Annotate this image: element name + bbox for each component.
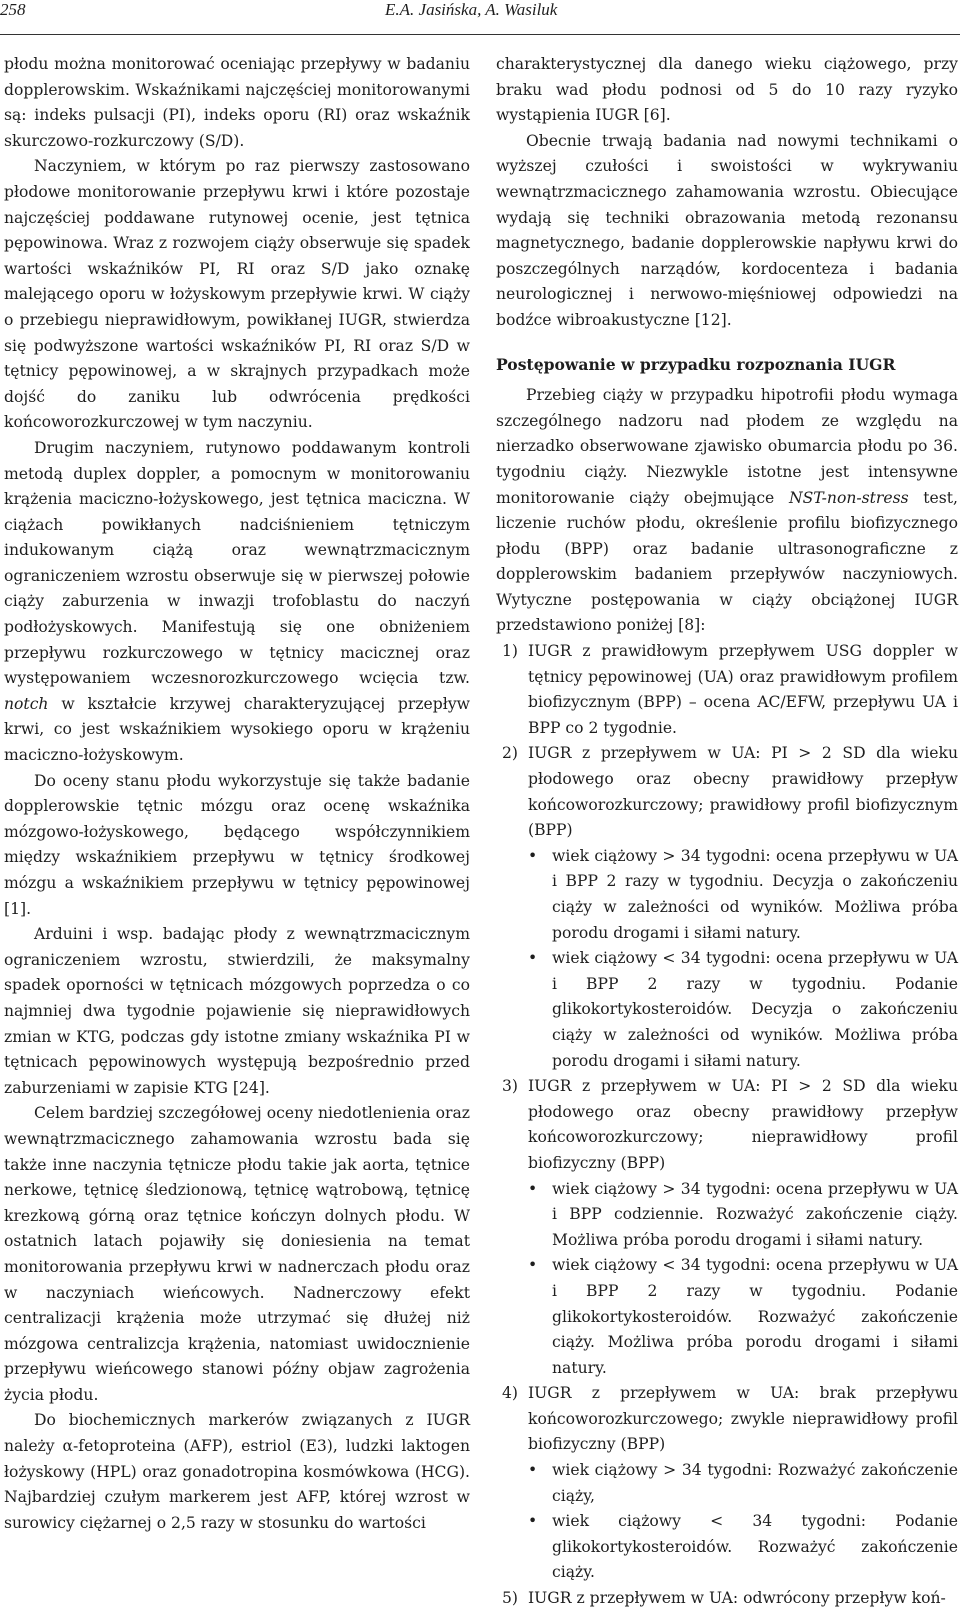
list-item-text: IUGR z przepływem w UA: PI > 2 SD dla wieku płodowego oraz obecny prawidłowy przepływ końcoworozkurczowy; prawidłowy profil biofizycznym (BPP) (528, 744, 958, 840)
list-number: 3) (502, 1077, 519, 1096)
page-number: 258 (0, 0, 26, 19)
header-rule (0, 34, 960, 35)
sub-list-text: wiek ciążowy < 34 tygodni: Podanie glikokortykosteroidów. Rozważyć zakończenie ciąży. (552, 1512, 958, 1582)
sub-list-item (496, 1509, 958, 1586)
running-head: E.A. Jasińska, A. Wasiluk (385, 0, 558, 19)
sub-list-item (496, 1177, 958, 1254)
paragraph: Do oceny stanu płodu wykorzystuje się także badanie dopplerowskie tętnic mózgu oraz ocenę wskaźnika mózgowo-łożyskowego, będącego współczynnikiem między wskaźnikiem przepływu w tętnicy środkowej mózgu a wskaźnikiem przepływu w tętnicy pępowinowej [1]. (4, 771, 470, 918)
guideline-list (496, 639, 958, 1612)
italic-term: NST-non-stress (788, 488, 909, 507)
list-item-text: IUGR z prawidłowym przepływem USG doppler w tętnicy pępowinowej (UA) oraz prawidłowym profilem biofizycznym (BPP) – ocena AC/EFW, przepływu UA i BPP co 2 tygodnie. (528, 642, 958, 737)
text-run: Drugim naczyniem, rutynowo poddawanym kontroli metodą duplex doppler, a pomocnym w monitorowaniu krążenia maciczno-łożyskowego, jest tętnica maciczna. W ciążach powikłanych nadciśnieniem tętniczym indukowanym ciążą oraz wewnątrzmacicznym ograniczeniem wzrostu obserwuje się w pierwszej połowie ciąży zaburzenia w inwazji trofoblastu do naczyń podłożyskowych. Manifestują się one obniżeniem przepływu rozkurczowego w tętnicy macicznej oraz występowaniem wczesnorozkurczowego wcięcia tzw. (4, 438, 470, 688)
list-number: 1) (502, 642, 519, 661)
paragraph: Naczyniem, w którym po raz pierwszy zastosowano płodowe monitorowanie przepływu krwi i które pozostaje najczęściej poddawane rutynowej ocenie, jest tętnica pępowinowa. Wraz z rozwojem ciąży obserwuje się spadek wartości wskaźników PI, RI oraz S/D jako oznakę malejącego oporu w łożyskowym przepływie krwi. W ciąży o przebiegu nieprawidłowym, powikłanej IUGR, stwierdza się podwyższone wartości wskaźników PI, RI oraz S/D w tętnicy pępowinowej, a w skrajnych przypadkach może dojść do zaniku lub odwrócenia prędkości końcoworozkurczowej w tym naczyniu. (4, 157, 470, 432)
paragraph (496, 383, 958, 639)
paragraph (4, 436, 470, 769)
paragraph: charakterystycznej dla danego wieku ciążowego, przy braku wad płodu podnosi od 5 do 10 razy ryzyko wystąpienia IUGR [6]. (496, 55, 958, 125)
text-run: Przebieg ciąży w przypadku hipotrofii płodu wymaga szczególnego nadzoru nad płodem ze względu na nierzadko obserwowane zjawisko obumarcia płodu po 36. tygodniu ciąży. Niezwykle istotne jest intensywne monitorowanie ciąży obejmujące (496, 386, 958, 507)
paragraph: Arduini i wsp. badając płody z wewnątrzmacicznym ograniczeniem wzrostu, stwierdzili, że maksymalny spadek oporności w tętnicach mózgowych poprzedza o co najmniej dwa tygodnie pojawienie się nieprawidłowych zmian w KTG, podczas gdy istotne zmiany wskaźnika PI w tętnicach pępowinowych występują bezpośrednio przed zaburzeniami w zapisie KTG [24]. (4, 925, 470, 1097)
sub-list-item (496, 1253, 958, 1381)
sub-list-text: wiek ciążowy < 34 tygodni: ocena przepływu w UA i BPP 2 razy w tygodniu. Podanie glikokortykosteroidów. Decyzja o zakończeniu ciąży w zależności od wyników. Możliwa próba porodu drogami i siłami natury. (552, 949, 958, 1070)
sub-list-item (496, 946, 958, 1074)
bullet-icon: • (528, 1461, 538, 1480)
list-item-text: IUGR z przepływem w UA: odwrócony przepływ koń- (528, 1589, 946, 1608)
section-heading: Postępowanie w przypadku rozpoznania IUGR (496, 354, 896, 374)
list-item (496, 639, 958, 741)
sub-list-text: wiek ciążowy > 34 tygodni: ocena przepływu w UA i BPP codziennie. Rozważyć zakończenie ciąży. Możliwa próba porodu drogami i siłami natury. (552, 1179, 958, 1249)
sub-list-text: wiek ciążowy > 34 tygodni: Rozważyć zakończenie ciąży, (552, 1461, 958, 1505)
list-item (496, 1586, 958, 1612)
list-number: 5) (502, 1589, 519, 1608)
bullet-icon: • (528, 1179, 538, 1198)
sub-list-text: wiek ciążowy > 34 tygodni: ocena przepływu w UA i BPP 2 razy w tygodniu. Decyzja o zakończeniu ciąży w zależności od wyników. Możliwa próba porodu drogami i siłami natury. (552, 846, 958, 942)
paragraph: Celem bardziej szczegółowej oceny niedotlenienia oraz wewnątrzmacicznego zahamowania wzrostu bada się także inne naczynia tętnicze płodu takie jak aorta, tętnice nerkowe, tętnicę śledzionową, tętnicę wątrobową, tętnicę krezkową górną oraz tętnice kończyn dolnych płodu. W ostatnich latach pojawiły się doniesienia na temat monitorowania przepływu krwi w nadnerczach płodu oraz w naczyniach wieńcowych. Nadnerczowy efekt centralizacji krążenia może utrzymać się dłużej niż mózgowa centralizcja krążenia, natomiast uwidocznienie przepływu wieńcowego stanowi późny objaw zagrożenia życia płodu. (4, 1104, 470, 1404)
right-column (496, 52, 958, 1612)
list-item-text: IUGR z przepływem w UA: brak przepływu końcoworozkurczowego; zwykle nieprawidłowy profil biofizyczny (BPP) (528, 1384, 958, 1454)
sub-list-item (496, 844, 958, 946)
paragraph: płodu można monitorować oceniając przepływy w badaniu dopplerowskim. Wskaźnikami najczęściej monitorowanymi są: indeks pulsacji (PI), indeks oporu (RI) oraz wskaźnik skurczowo-rozkurczowy (S/D). (4, 55, 470, 150)
list-item (496, 1381, 958, 1458)
list-item (496, 1074, 958, 1176)
bullet-icon: • (528, 1256, 538, 1275)
page-header (0, 0, 960, 36)
sub-list-item (496, 1458, 958, 1509)
bullet-icon: • (528, 1512, 538, 1531)
paragraph: Do biochemicznych markerów związanych z IUGR należy α-fetoproteina (AFP), estriol (E3), ludzki laktogen łożyskowy (HPL) oraz gonadotropina kosmówkowa (HCG). Najbardziej czułym markerem jest AFP, której wzrost w surowicy ciężarnej o 2,5 razy w stosunku do wartości (4, 1411, 470, 1532)
italic-term: notch (4, 694, 49, 713)
sub-list-text: wiek ciążowy < 34 tygodni: ocena przepływu w UA i BPP 2 razy w tygodniu. Podanie glikokortykosteroidów. Rozważyć zakończenie ciąży. Możliwa próba porodu drogami i siłami natury. (552, 1256, 958, 1377)
bullet-icon: • (528, 949, 538, 968)
bullet-icon: • (528, 846, 538, 865)
list-number: 2) (502, 744, 519, 763)
left-column (4, 52, 470, 1536)
text-run: w kształcie krzywej charakteryzującej przepływ krwi, co jest wskaźnikiem wysokiego oporu w krążeniu maciczno-łożyskowym. (4, 694, 470, 765)
list-number: 4) (502, 1384, 519, 1403)
text-run: test, liczenie ruchów płodu, określenie profilu biofizycznego płodu (BPP) oraz badanie ultrasonograficzne z dopplerowskim badaniem przepływów naczyniowych. Wytyczne postępowania w ciąży obciążonej IUGR przedstawiono poniżej [8]: (496, 488, 958, 635)
list-item (496, 741, 958, 843)
paragraph: Obecnie trwają badania nad nowymi technikami o wyższej czułości i swoistości w wykrywaniu wewnątrzmacicznego zahamowania wzrostu. Obiecujące wydają się techniki obrazowania metodą rezonansu magnetycznego, badanie dopplerowskie napływu krwi do poszczególnych narządów, kordocenteza i badania neurologicznej i nerwowo-mięśniowej odpowiedzi na bodźce wibroakustyczne [12]. (496, 131, 958, 329)
list-item-text: IUGR z przepływem w UA: PI > 2 SD dla wieku płodowego oraz obecny prawidłowy przepływ końcoworozkurczowy; nieprawidłowy profil biofizyczny (BPP) (528, 1077, 958, 1172)
